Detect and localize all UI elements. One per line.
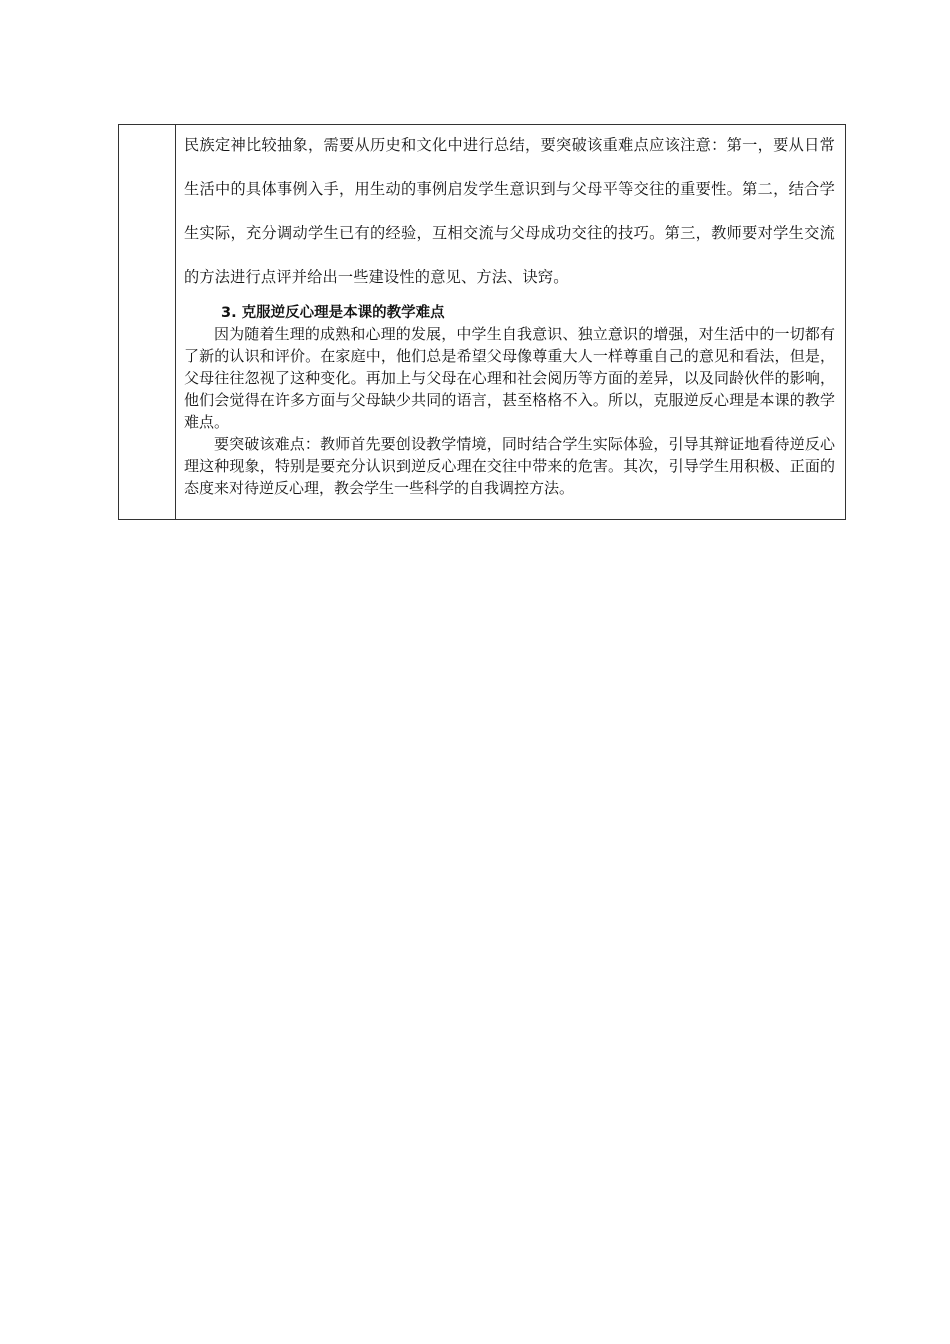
paragraph-rebellious-psychology: 因为随着生理的成熟和心理的发展，中学生自我意识、独立意识的增强，对生活中的一切都有了新的认识和评价。在家庭中，他们总是希望父母像尊重大人一样尊重自己的意见和看法，但是，父母往往忽视了这种变化。再加上与父母在心理和社会阅历等方面的差异，以及同龄伙伴的影响，他们会觉得在许多方面与父母缺少共同的语言，甚至格格不入。所以，克服逆反心理是本课的教学难点。 — [184, 325, 835, 431]
table-left-cell — [119, 125, 176, 519]
paragraph-difficulty-points: 民族定神比较抽象，需要从历史和文化中进行总结，要突破该重难点应该注意：第一，要从日常生活中的具体事例入手，用生动的事例启发学生意识到与父母平等交往的重要性。第二，结合学生实际，充分调动学生已有的经验，互相交流与父母成功交往的技巧。第三，教师要对学生交流的方法进行点评并给出一些建设性的意见、方法、诀窍。 — [184, 136, 835, 286]
content-table — [118, 124, 846, 520]
section-heading-3: 3. 克服逆反心理是本课的教学难点 — [221, 305, 445, 321]
table-content-cell — [176, 125, 845, 519]
paragraph-breakthrough-method: 要突破该难点：教师首先要创设教学情境，同时结合学生实际体验，引导其辩证地看待逆反心理这种现象，特别是要充分认识到逆反心理在交往中带来的危害。其次，引导学生用积极、正面的态度来对待逆反心理，教会学生一些科学的自我调控方法。 — [184, 435, 835, 497]
